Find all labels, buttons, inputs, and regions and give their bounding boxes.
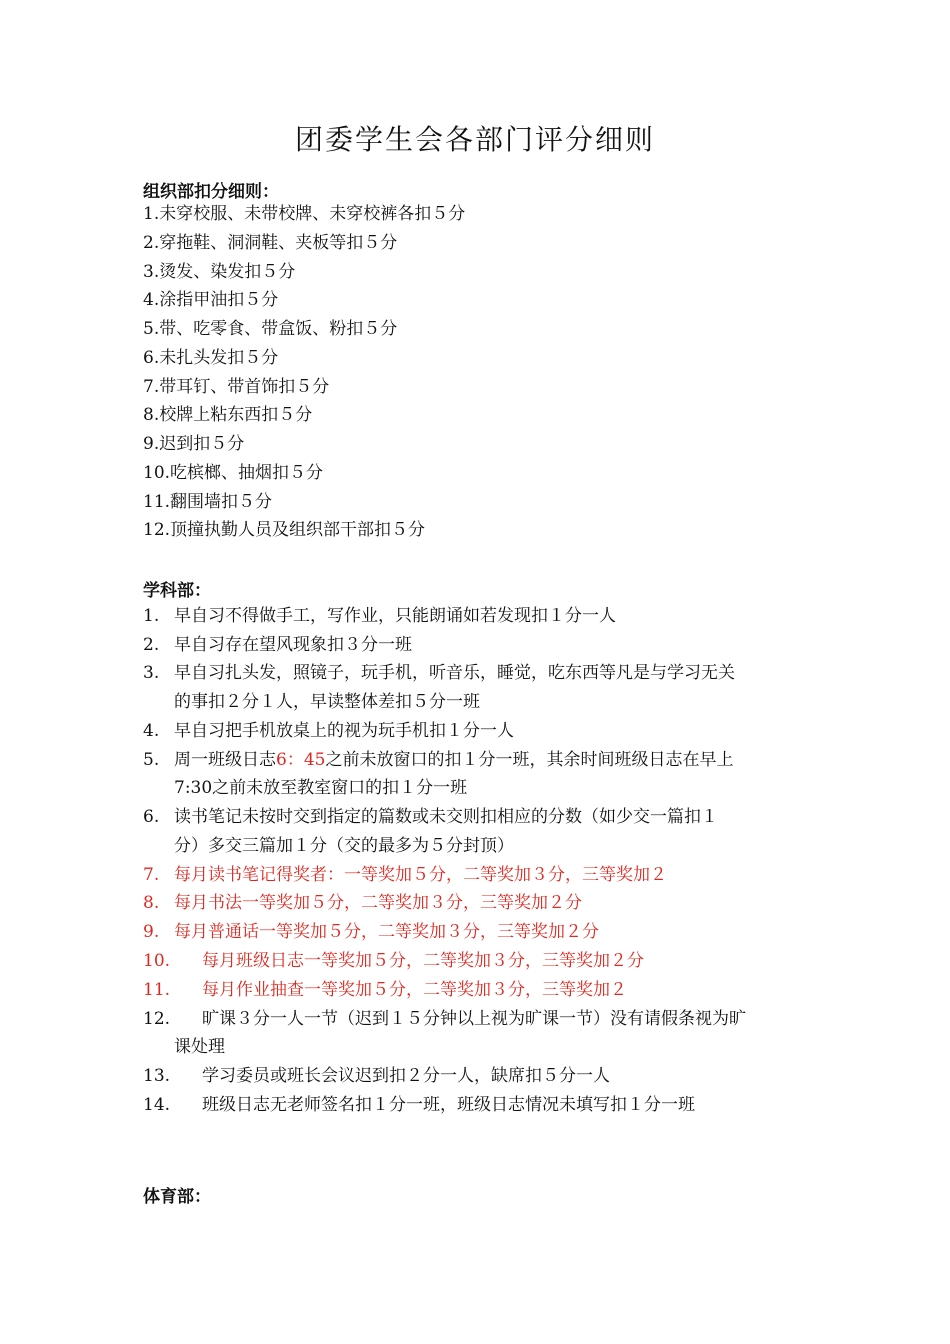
item-number: 1. [143,606,160,626]
item-number: 5. [143,750,160,770]
org-item: 11.翻围墙扣５分 [143,492,273,512]
org-item: 10.吃槟榔、抽烟扣５分 [143,463,324,483]
item-number: 13. [143,1066,171,1086]
item-text: 周一班级日志 [174,750,276,770]
item-number: 7. [143,865,160,885]
org-item: 6.未扎头发扣５分 [143,348,279,368]
item-continuation: 的事扣２分１人，早读整体差扣５分一班 [174,692,480,712]
item-text: 班级日志无老师签名扣１分一班，班级日志情况未填写扣１分一班 [202,1095,695,1115]
item-number: 14. [143,1095,171,1115]
item-highlight-time: 6：45 [276,750,326,770]
item-number: 9. [143,922,160,942]
org-item: 5.带、吃零食、带盒饭、粉扣５分 [143,319,398,339]
item-text: 每月普通话一等奖加５分，二等奖加３分，三等奖加２分 [174,922,599,942]
org-item: 1.未穿校服、未带校牌、未穿校裤各扣５分 [143,204,466,224]
item-number: 6. [143,807,160,827]
item-text: 早自习扎头发，照镜子，玩手机，听音乐，睡觉，吃东西等凡是与学习无关 [174,663,735,683]
org-item: 7.带耳钉、带首饰扣５分 [143,377,330,397]
item-text: 之前未放窗口的扣１分一班，其余时间班级日志在早上 [325,750,734,770]
section-heading-sports: 体育部： [143,1187,211,1207]
section-heading-study: 学科部： [143,581,211,601]
item-text: 每月班级日志一等奖加５分，二等奖加３分，三等奖加２分 [202,951,644,971]
item-number: 2. [143,635,160,655]
item-continuation: 课处理 [174,1037,225,1057]
item-text: 每月作业抽查一等奖加５分，二等奖加３分，三等奖加２ [202,980,627,1000]
org-item: 2.穿拖鞋、洞洞鞋、夹板等扣５分 [143,233,398,253]
item-text: 每月书法一等奖加５分，二等奖加３分，三等奖加２分 [174,893,582,913]
section-heading-org: 组织部扣分细则： [143,182,279,202]
item-text: 每月读书笔记得奖者：一等奖加５分，二等奖加３分，三等奖加２ [174,865,667,885]
org-item: 3.烫发、染发扣５分 [143,262,296,282]
item-text: 早自习不得做手工，写作业，只能朗诵如若发现扣１分一人 [174,606,616,626]
item-number: 12. [143,1009,171,1029]
org-item: 12.顶撞执勤人员及组织部干部扣５分 [143,520,426,540]
org-item: 8.校牌上粘东西扣５分 [143,405,313,425]
item-number: 11. [143,980,171,1000]
item-number: 3. [143,663,160,683]
org-item: 9.迟到扣５分 [143,434,245,454]
item-continuation: 7:30之前未放至教室窗口的扣１分一班 [174,778,468,798]
item-text: 读书笔记未按时交到指定的篇数或未交则扣相应的分数（如少交一篇扣１ [174,807,718,827]
item-continuation: 分）多交三篇加１分（交的最多为５分封顶） [174,836,514,856]
page-title: 团委学生会各部门评分细则 [294,123,655,156]
item-text: 早自习存在望风现象扣３分一班 [174,635,412,655]
item-number: 8. [143,893,160,913]
item-number: 10. [143,951,171,971]
item-number: 4. [143,721,160,741]
item-text: 早自习把手机放桌上的视为玩手机扣１分一人 [174,721,514,741]
item-text: 学习委员或班长会议迟到扣２分一人，缺席扣５分一人 [202,1066,610,1086]
org-item: 4.涂指甲油扣５分 [143,290,279,310]
item-text: 旷课３分一人一节（迟到１５分钟以上视为旷课一节）没有请假条视为旷 [202,1009,746,1029]
